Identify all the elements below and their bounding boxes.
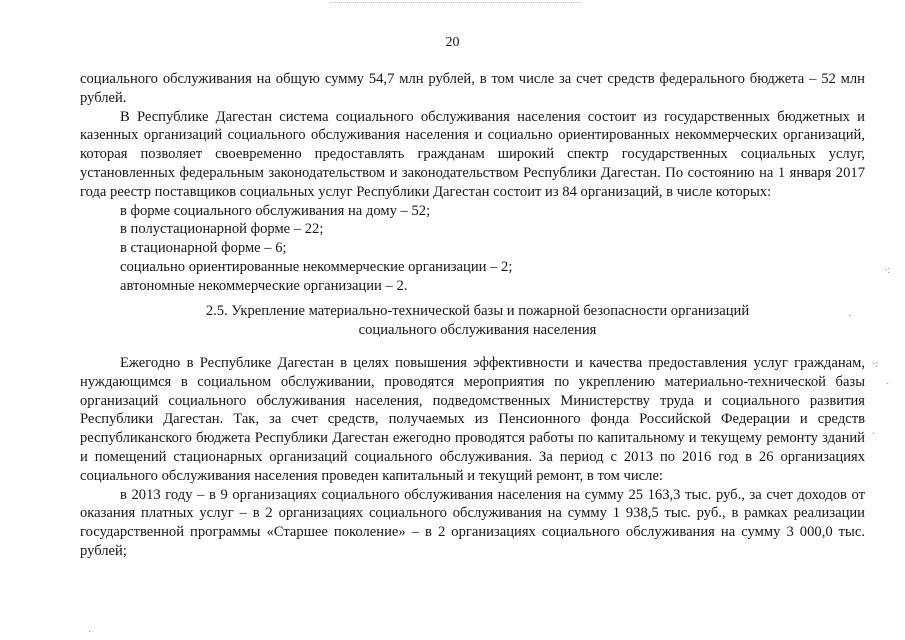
providers-list: [80, 202, 865, 296]
section-heading-line: 2.5. Укрепление материально-технической базы и пожарной безопасности организаций: [205, 303, 750, 319]
page-number: 20: [445, 35, 460, 50]
list-item: социально ориентированные некоммерческие организации – 2;: [120, 258, 513, 275]
body-text-top: [80, 70, 865, 296]
section-heading-line: социального обслуживания населения: [358, 321, 597, 338]
body-text-bottom: [80, 354, 865, 561]
list-item: в стационарной форме – 6;: [120, 240, 287, 257]
scan-speck: ·: [88, 627, 92, 638]
paragraph-continuation: социального обслуживания на общую сумму 54,7 млн рублей, в том числе за счет средств федерального бюджета – 52 млн рублей.: [80, 71, 865, 106]
list-item: в полустационарной форме – 22;: [120, 221, 324, 238]
paragraph-year-2013: в 2013 году – в 9 организациях социального обслуживания населения на сумму 25 163,3 тыс. руб., за счет доходов от оказания платных услуг – в 2 организациях социального обслуживания на сумму 1 938,5 тыс. руб., в рамках реализации государственной программы «Старшее поколение» – в 2 организациях социального обслуживания на сумму 3 000,0 тыс. рублей;: [80, 486, 865, 559]
scan-artifact: [330, 2, 580, 6]
scan-speck: ·:: [884, 265, 891, 276]
list-item: автономные некоммерческие организации – 2.: [120, 277, 408, 294]
list-item: в форме социального обслуживания на дому – 52;: [120, 202, 431, 219]
paragraph-system-overview: В Республике Дагестан система социального обслуживания населения состоит из государственных бюджетных и казенных организаций социального обслуживания населения и социально ориентированных некоммерческих организаций, которая позволяет своевременно предоставлять гражданам широкий спектр государственных социальных услуг, установленных федеральным законодательством и законодательством Республики Дагестан. По состоянию на 1 января 2017 года реестр поставщиков социальных услуг Республики Дагестан состоит из 84 организаций, в числе которых:: [80, 108, 865, 200]
scan-speck: ·:: [872, 359, 879, 370]
paragraph-annual-measures: Ежегодно в Республике Дагестан в целях повышения эффективности и качества предоставления услуг гражданам, нуждающимся в социальном обслуживании, проводятся мероприятия по укреплению материально-технической базы организаций социального обслуживания населения, подведомственных Министерству труда и социального развития Республики Дагестан. Так, за счет средств, получаемых из Пенсионного фонда Российской Федерации и средств республиканского бюджета Республики Дагестан ежегодно проводятся работы по капитальному и текущему ремонту зданий и помещений стационарных организаций социального обслуживания. За период с 2013 по 2016 год в 26 организациях социального обслуживания населения проведен капитальный и текущий ремонт, в том числе:: [80, 355, 865, 484]
scan-speck: ·: [872, 429, 876, 440]
scan-speck: ·: [886, 379, 890, 390]
section-heading: [80, 302, 875, 340]
scan-speck: ·: [848, 311, 852, 322]
